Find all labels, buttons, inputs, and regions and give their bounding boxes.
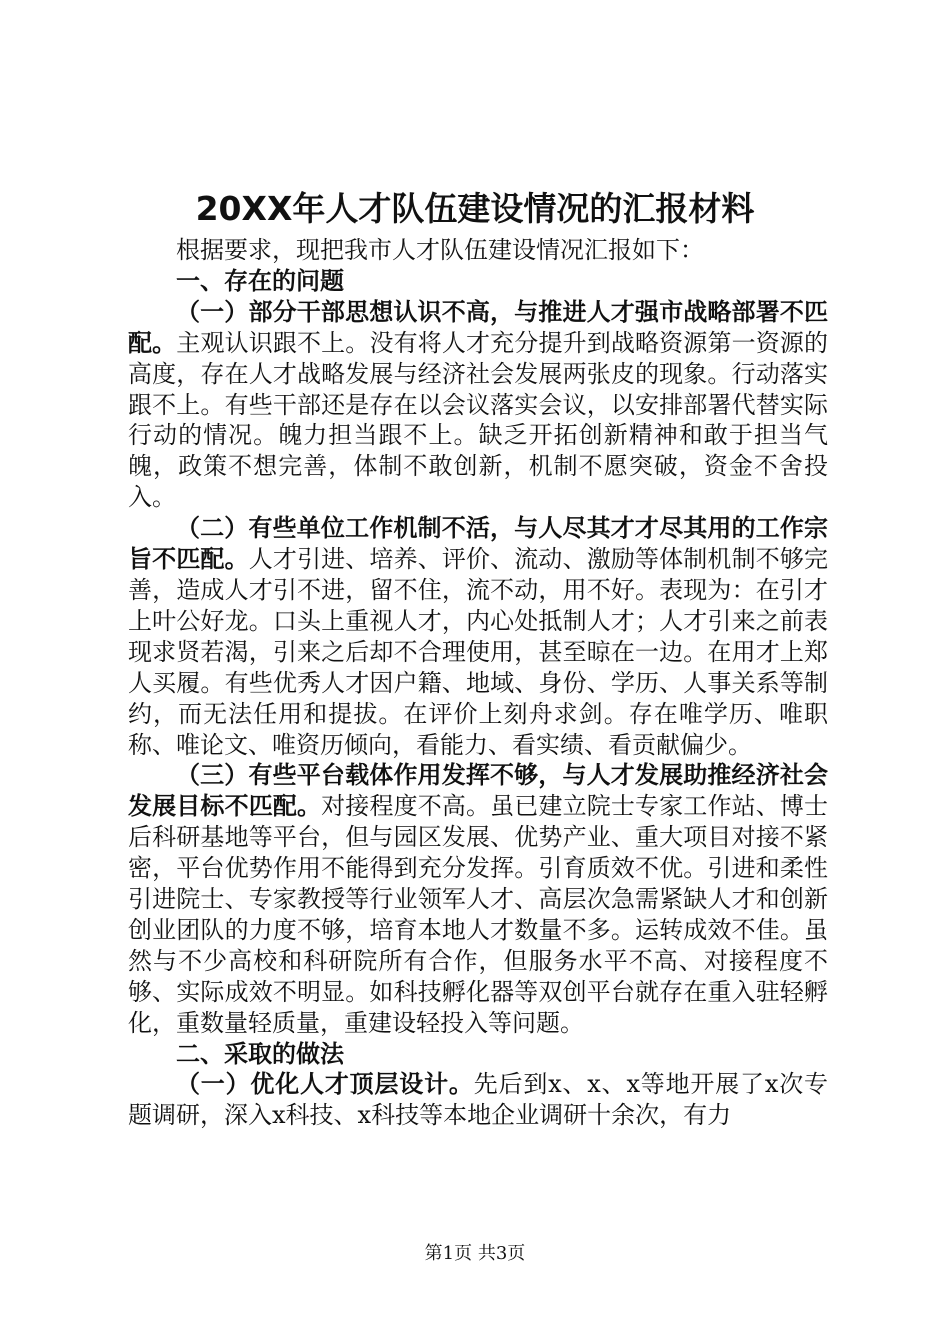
paragraph-3 (128, 760, 828, 1038)
paragraph-1 (128, 297, 828, 513)
document-body (128, 235, 828, 1131)
page-number-footer: 第1页 共3页 (424, 1243, 526, 1264)
paragraph-3-lead: （三）有些平台载体作用发挥不够，与人才发展助推经济社会发展目标不匹配。 (128, 761, 828, 821)
paragraph-3-text: 对接程度不高。虽已建立院士专家工作站、博士后科研基地等平台，但与园区发展、优势产业、重大项目对接不紧密，平台优势作用不能得到充分发挥。引育质效不优。引进和柔性引进院士、专家教授等行业领军人才、高层次急需紧缺人才和创新创业团队的力度不够，培育本地人才数量不多。运转成效不佳。虽然与不少高校和科研院所有合作，但服务水平不高、对接程度不够、实际成效不明显。如科技孵化器等双创平台就存在重入驻轻孵化，重数量轻质量，重建设轻投入等问题。 (128, 792, 829, 1037)
paragraph-1-text: 主观认识跟不上。没有将人才充分提升到战略资源第一资源的高度，存在人才战略发展与经济社会发展两张皮的现象。行动落实跟不上。有些干部还是存在以会议落实会议，以安排部署代替实际行动的情况。魄力担当跟不上。缺乏开拓创新精神和敢于担当气魄，政策不想完善，体制不敢创新，机制不愿突破，资金不舍投入。 (128, 328, 829, 512)
paragraph-2-text: 人才引进、培养、评价、流动、激励等体制机制不够完善，造成人才引不进，留不住，流不动，用不好。表现为：在引才上叶公好龙。口头上重视人才，内心处抵制人才；人才引来之前表现求贤若渴，引来之后却不合理使用，甚至晾在一边。在用才上郑人买履。有些优秀人才因户籍、地域、身份、学历、人事关系等制约，而无法任用和提拔。在评价上刻舟求剑。存在唯学历、唯职称、唯论文、唯资历倾向，看能力、看实绩、看贡献偏少。 (128, 545, 829, 759)
intro-paragraph: 根据要求，现把我市人才队伍建设情况汇报如下： (176, 236, 704, 264)
document-title: 20XX年人才队伍建设情况的汇报材料 (195, 189, 755, 228)
section-heading-problems: 一、存在的问题 (176, 266, 344, 295)
paragraph-4 (128, 1069, 828, 1131)
paragraph-4-text: 先后到x、x、x等地开展了x次专题调研，深入x科技、x科技等本地企业调研十余次，有力 (128, 1070, 829, 1130)
paragraph-4-lead: （一）优化人才顶层设计。 (176, 1070, 474, 1099)
section-heading-measures: 二、采取的做法 (176, 1039, 344, 1068)
paragraph-2 (128, 513, 828, 760)
paragraph-2-lead: （二）有些单位工作机制不活，与人尽其才才尽其用的工作宗旨不匹配。 (128, 514, 828, 574)
paragraph-1-lead: （一）部分干部思想认识不高，与推进人才强市战略部署不匹配。 (128, 297, 828, 357)
